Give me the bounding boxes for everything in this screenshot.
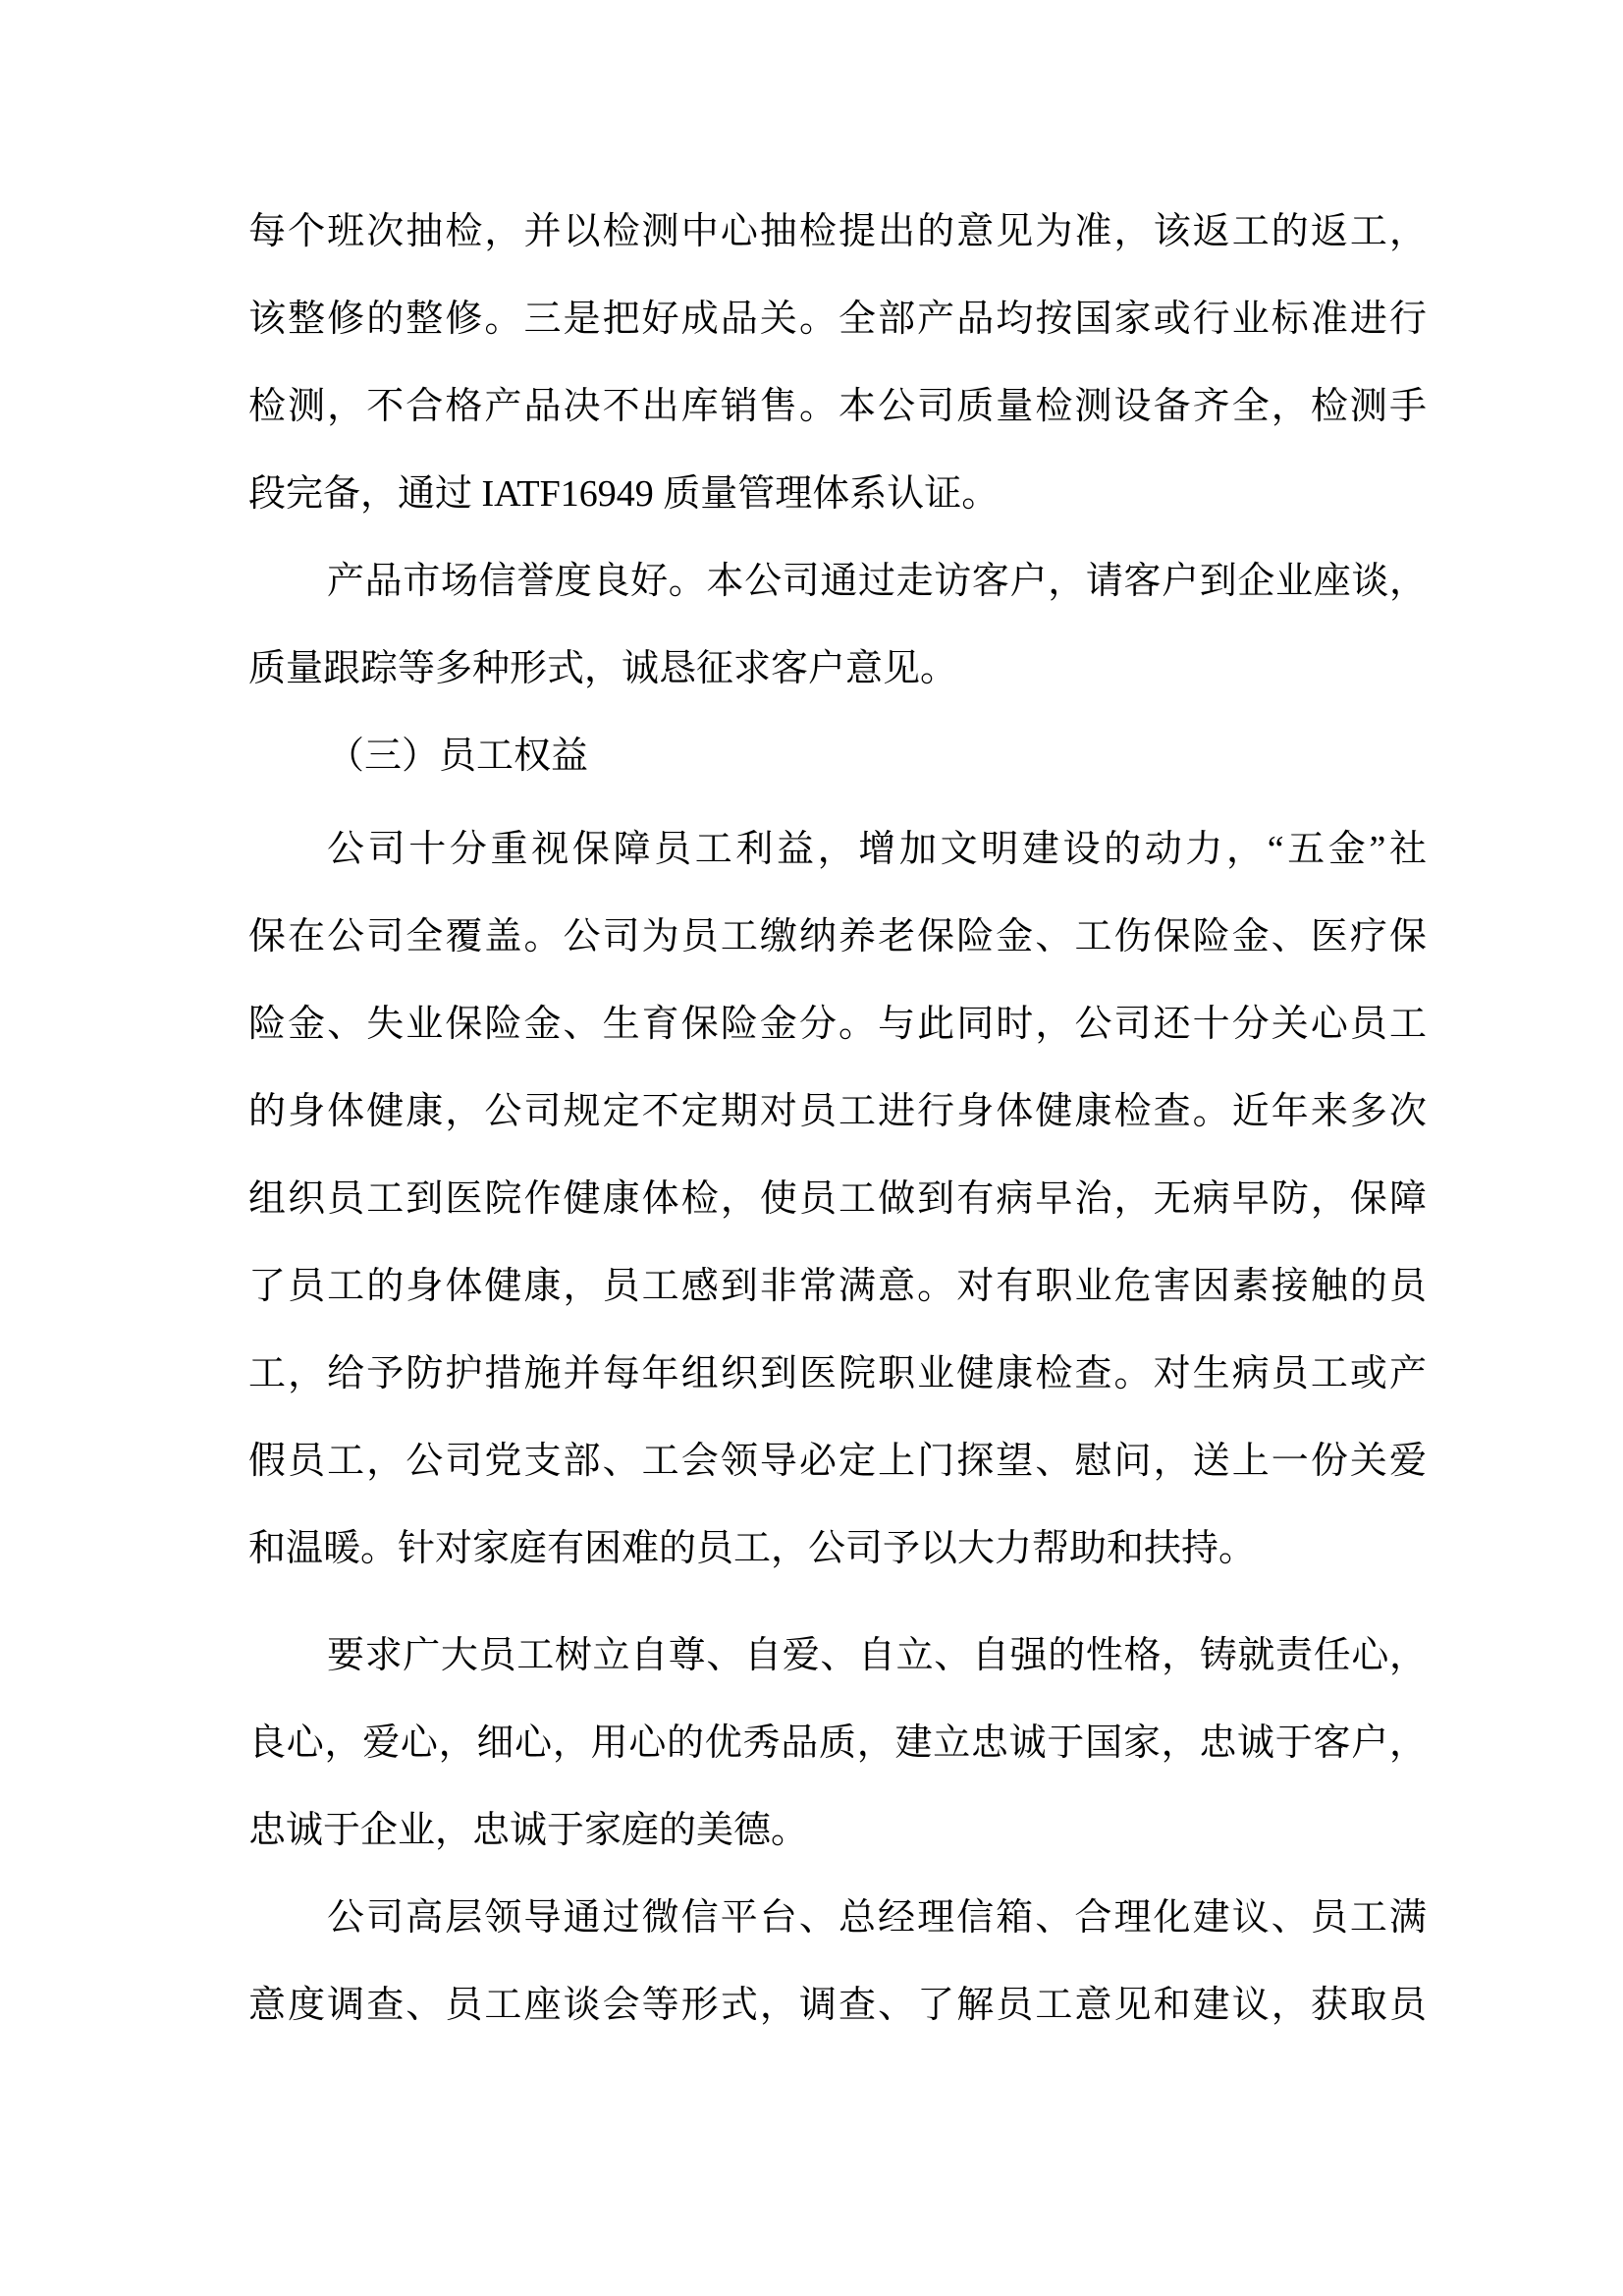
para-employee-welfare [248,806,1427,1593]
para-employee-welfare-line-4: 的身体健康，公司规定不定期对员工进行身体健康检查。近年来多次 [248,1091,1427,1132]
para-employee-welfare-line-3: 险金、失业保险金、生育保险金分。与此同时，公司还十分关心员工 [248,1004,1427,1045]
para-employee-virtues-line-3: 忠诚于企业，忠诚于家庭的美德。 [248,1810,809,1851]
para-employee-welfare-line-9: 和温暖。针对家庭有困难的员工，公司予以大力帮助和扶持。 [248,1528,1257,1569]
para-employee-virtues-line-1: 要求广大员工树立自尊、自爱、自立、自强的性格，铸就责任心， [327,1635,1427,1676]
heading-employee-rights [248,713,1427,800]
para-feedback-channels-line-2: 意度调查、员工座谈会等形式，调查、了解员工意见和建议，获取员 [248,1985,1427,2026]
para-market-reputation-line-1: 产品市场信誉度良好。本公司通过走访客户，请客户到企业座谈， [327,561,1427,602]
para-product-quality-control-line-4: 段完备，通过 IATF16949 质量管理体系认证。 [248,473,1000,515]
para-product-quality-control [248,189,1427,538]
para-feedback-channels [248,1875,1427,2050]
para-product-quality-control-line-2: 该整修的整修。三是把好成品关。全部产品均按国家或行业标准进行 [248,299,1427,340]
document-content [248,189,1427,2050]
para-employee-welfare-line-1: 公司十分重视保障员工利益，增加文明建设的动力，“五金”社 [327,829,1427,870]
para-market-reputation-line-2: 质量跟踪等多种形式，诚恳征求客户意见。 [248,648,958,689]
para-market-reputation [248,538,1427,713]
para-employee-virtues [248,1613,1427,1875]
para-employee-welfare-line-8: 假员工，公司党支部、工会领导必定上门探望、慰问，送上一份关爱 [248,1441,1427,1482]
heading-employee-rights-line-1: （三）员工权益 [327,736,589,777]
para-product-quality-control-line-3: 检测，不合格产品决不出库销售。本公司质量检测设备齐全，检测手 [248,386,1427,427]
para-employee-virtues-line-2: 良心，爱心，细心，用心的优秀品质，建立忠诚于国家，忠诚于客户， [248,1722,1427,1764]
para-product-quality-control-line-1: 每个班次抽检，并以检测中心抽检提出的意见为准，该返工的返工， [248,211,1427,252]
para-employee-welfare-line-6: 了员工的身体健康，员工感到非常满意。对有职业危害因素接触的员 [248,1266,1427,1307]
para-employee-welfare-line-2: 保在公司全覆盖。公司为员工缴纳养老保险金、工伤保险金、医疗保 [248,916,1427,957]
para-employee-welfare-line-7: 工，给予防护措施并每年组织到医院职业健康检查。对生病员工或产 [248,1353,1427,1394]
para-employee-welfare-line-5: 组织员工到医院作健康体检，使员工做到有病早治，无病早防，保障 [248,1178,1427,1220]
para-feedback-channels-line-1: 公司高层领导通过微信平台、总经理信箱、合理化建议、员工满 [327,1897,1427,1939]
